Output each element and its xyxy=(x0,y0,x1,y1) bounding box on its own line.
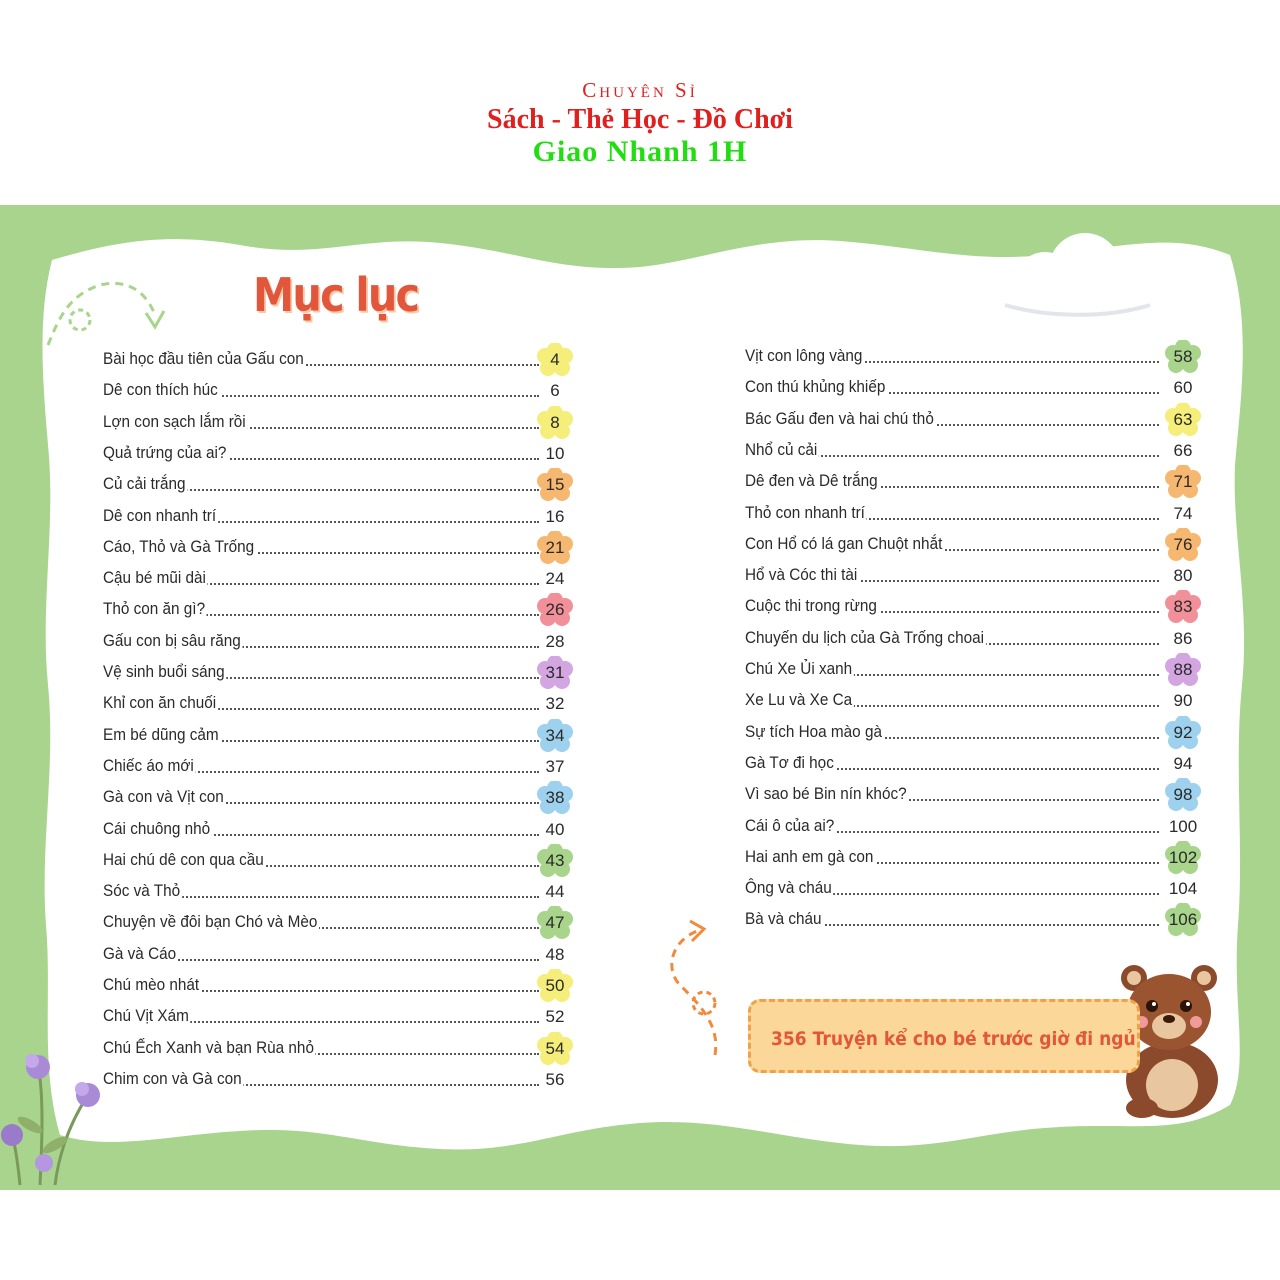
toc-entry-title: Dê đen và Dê trắng xyxy=(745,471,878,491)
toc-entry xyxy=(745,749,1201,779)
dashed-arrow-icon xyxy=(660,915,730,1065)
toc-entry-page: 31 xyxy=(545,663,565,682)
toc-entry xyxy=(745,405,1201,435)
toc-entry xyxy=(745,655,1201,685)
toc-entry-title: Xe Lu và Xe Ca xyxy=(745,690,853,710)
purple-flower-icon xyxy=(0,1035,110,1190)
toc-entry-page: 58 xyxy=(1173,347,1193,366)
toc-entry-page: 88 xyxy=(1173,660,1193,679)
toc-entry-page: 76 xyxy=(1173,534,1193,554)
toc-entry-page: 60 xyxy=(1173,378,1193,398)
toc-entry xyxy=(745,780,1201,810)
toc-entry-title: Gà và Cáo xyxy=(103,943,177,963)
page-title: Mục lục xyxy=(253,268,419,322)
toc-entry-page: 4 xyxy=(550,350,560,369)
toc-entry-title: Hai anh em gà con xyxy=(745,846,874,866)
toc-entry xyxy=(103,470,573,500)
toc-entry-title: Bài học đầu tiên của Gấu con xyxy=(103,349,304,368)
toc-entry-title: Cáo, Thỏ và Gà Trống xyxy=(103,536,255,556)
toc-entry-page: 104 xyxy=(1168,879,1198,899)
toc-entry-title: Sóc và Thỏ xyxy=(103,881,181,901)
toc-entry-title: Cái ô của ai? xyxy=(745,815,835,835)
toc-entry-page: 66 xyxy=(1173,440,1193,460)
toc-entry-title: Chuyến du lịch của Gà Trống choai xyxy=(745,627,985,647)
toc-entry-title: Vệ sinh buổi sáng xyxy=(103,662,225,681)
toc-entry-page: 106 xyxy=(1168,910,1198,930)
toc-entry xyxy=(103,595,573,625)
toc-entry xyxy=(745,561,1201,591)
toc-entry-title: Nhổ củ cải xyxy=(745,439,818,459)
toc-entry-page: 92 xyxy=(1173,722,1193,742)
toc-entry-page: 44 xyxy=(545,882,565,902)
toc-right-column xyxy=(745,342,1205,942)
toc-entry-page: 50 xyxy=(545,976,565,995)
book-title: 356 Truyện kể cho bé trước giờ đi ngủ xyxy=(771,1028,1136,1050)
toc-entry-page: 100 xyxy=(1168,816,1198,836)
toc-entry-page: 47 xyxy=(545,913,565,933)
banner-line-2: Sách - Thẻ Học - Đồ Chơi xyxy=(487,104,793,135)
toc-entry-page: 90 xyxy=(1173,691,1193,711)
toc-entry-title: Sự tích Hoa mào gà xyxy=(745,721,882,741)
toc-entry-page: 74 xyxy=(1173,503,1193,523)
toc-entry-page: 34 xyxy=(545,725,565,745)
toc-entry-title: Thỏ con ăn gì? xyxy=(103,599,206,619)
toc-entry-title: Thỏ con nhanh trí xyxy=(745,502,865,522)
toc-entry-page: 32 xyxy=(545,694,565,714)
toc-entry-page: 28 xyxy=(545,631,565,651)
toc-entry-title: Hai chú dê con qua cầu xyxy=(103,849,264,869)
toc-entry-page: 94 xyxy=(1173,753,1193,773)
toc-entry xyxy=(103,1065,573,1095)
toc-entry xyxy=(103,940,573,970)
toc-entry-page: 71 xyxy=(1173,472,1193,492)
toc-entry-title: Củ cải trắng xyxy=(103,474,186,494)
toc-entry-title: Hổ và Cóc thi tài xyxy=(745,565,858,585)
toc-entry xyxy=(103,721,573,751)
toc-entry xyxy=(103,533,573,563)
toc-entry-page: 40 xyxy=(545,819,565,839)
toc-entry xyxy=(103,783,573,813)
seller-banner xyxy=(0,0,1280,205)
toc-entry-title: Con Hổ có lá gan Chuột nhắt xyxy=(745,533,943,553)
toc-entry xyxy=(103,1002,573,1032)
toc-entry-page: 86 xyxy=(1173,628,1193,648)
toc-entry xyxy=(745,718,1201,748)
toc-entry-title: Dê con nhanh trí xyxy=(103,505,217,525)
toc-entry xyxy=(103,971,573,1001)
toc-entry-title: Chú Vịt Xám xyxy=(103,1006,189,1026)
toc-entry xyxy=(103,752,573,782)
toc-entry xyxy=(103,658,573,688)
toc-entry-page: 54 xyxy=(545,1038,565,1058)
cloud-icon xyxy=(985,227,1160,327)
toc-entry-page: 8 xyxy=(550,412,560,432)
toc-entry-title: Bà và cháu xyxy=(745,909,822,929)
toc-entry-page: 80 xyxy=(1173,566,1193,586)
toc-entry-page: 52 xyxy=(545,1007,565,1027)
toc-entry xyxy=(103,439,573,469)
toc-entry xyxy=(745,436,1201,466)
toc-entry xyxy=(745,342,1201,372)
toc-entry-title: Lợn con sạch lắm rồi xyxy=(103,411,246,431)
toc-entry-title: Vì sao bé Bin nín khóc? xyxy=(745,784,907,804)
toc-entry xyxy=(745,843,1201,873)
toc-entry-title: Gà con và Vịt con xyxy=(103,787,224,807)
toc-entry xyxy=(103,846,573,876)
toc-entry-page: 21 xyxy=(545,537,565,557)
toc-entry xyxy=(103,908,573,938)
toc-entry-title: Con thú khủng khiếp xyxy=(745,377,886,397)
toc-entry-title: Chiếc áo mới xyxy=(103,755,194,775)
toc-entry-page: 102 xyxy=(1168,847,1198,867)
toc-entry-title: Gà Tơ đi học xyxy=(745,752,834,772)
toc-entry xyxy=(745,467,1201,497)
toc-entry xyxy=(103,564,573,594)
toc-entry xyxy=(745,373,1201,403)
toc-entry-title: Cuộc thi trong rừng xyxy=(745,596,877,616)
toc-entry-title: Chú mèo nhát xyxy=(103,975,200,994)
toc-entry xyxy=(103,627,573,657)
toc-entry-page: 6 xyxy=(550,381,560,401)
toc-entry xyxy=(103,815,573,845)
toc-entry xyxy=(103,502,573,532)
toc-entry-page: 63 xyxy=(1173,409,1193,429)
dashed-arrow-icon xyxy=(40,275,170,355)
toc-entry-title: Dê con thích húc xyxy=(103,380,218,400)
toc-entry-title: Chuyện về đôi bạn Chó và Mèo xyxy=(103,912,318,932)
book-title-banner xyxy=(742,993,1142,1077)
toc-entry-page: 15 xyxy=(545,475,565,495)
toc-entry xyxy=(745,905,1201,935)
toc-entry-page: 16 xyxy=(545,506,565,526)
banner-line-1: Chuyên Sỉ xyxy=(582,78,698,102)
toc-entry-page: 10 xyxy=(545,443,565,463)
toc-entry-title: Chim con và Gà con xyxy=(103,1068,242,1088)
toc-entry-title: Em bé dũng cảm xyxy=(103,724,219,744)
toc-entry xyxy=(745,624,1201,654)
toc-entry xyxy=(745,499,1201,529)
toc-left-column xyxy=(103,345,578,1095)
toc-entry-page: 56 xyxy=(545,1069,565,1089)
toc-entry-title: Cậu bé mũi dài xyxy=(103,568,206,588)
toc-entry-title: Khỉ con ăn chuối xyxy=(103,693,217,713)
toc-entry-page: 37 xyxy=(545,756,565,776)
toc-entry-title: Cái chuông nhỏ xyxy=(103,818,211,838)
toc-entry xyxy=(103,877,573,907)
toc-entry xyxy=(745,874,1201,904)
toc-entry-page: 38 xyxy=(545,788,565,808)
toc-entry-page: 98 xyxy=(1173,785,1193,805)
toc-entry xyxy=(103,1034,573,1064)
toc-entry-title: Ông và cháu xyxy=(745,878,832,898)
toc-entry xyxy=(103,689,573,719)
toc-entry xyxy=(103,376,573,406)
banner-line-3: Giao Nhanh 1H xyxy=(532,135,748,168)
toc-entry-page: 43 xyxy=(545,850,565,870)
toc-entry-page: 26 xyxy=(545,600,565,620)
toc-entry-title: Vịt con lông vàng xyxy=(745,346,863,365)
toc-entry xyxy=(103,408,573,438)
toc-entry-page: 83 xyxy=(1173,597,1193,617)
toc-entry xyxy=(103,345,573,375)
toc-entry-title: Chú Ếch Xanh và bạn Rùa nhỏ xyxy=(103,1037,314,1057)
toc-entry-page: 24 xyxy=(545,569,565,589)
toc-entry-title: Chú Xe Ủi xanh xyxy=(745,659,853,678)
toc-entry xyxy=(745,686,1201,716)
toc-entry-title: Bác Gấu đen và hai chú thỏ xyxy=(745,408,934,428)
toc-entry-title: Quả trứng của ai? xyxy=(103,442,227,462)
toc-entry xyxy=(745,592,1201,622)
toc-entry xyxy=(745,812,1201,842)
toc-entry xyxy=(745,530,1201,560)
toc-entry-title: Gấu con bị sâu răng xyxy=(103,630,241,650)
toc-entry-page: 48 xyxy=(545,944,565,964)
